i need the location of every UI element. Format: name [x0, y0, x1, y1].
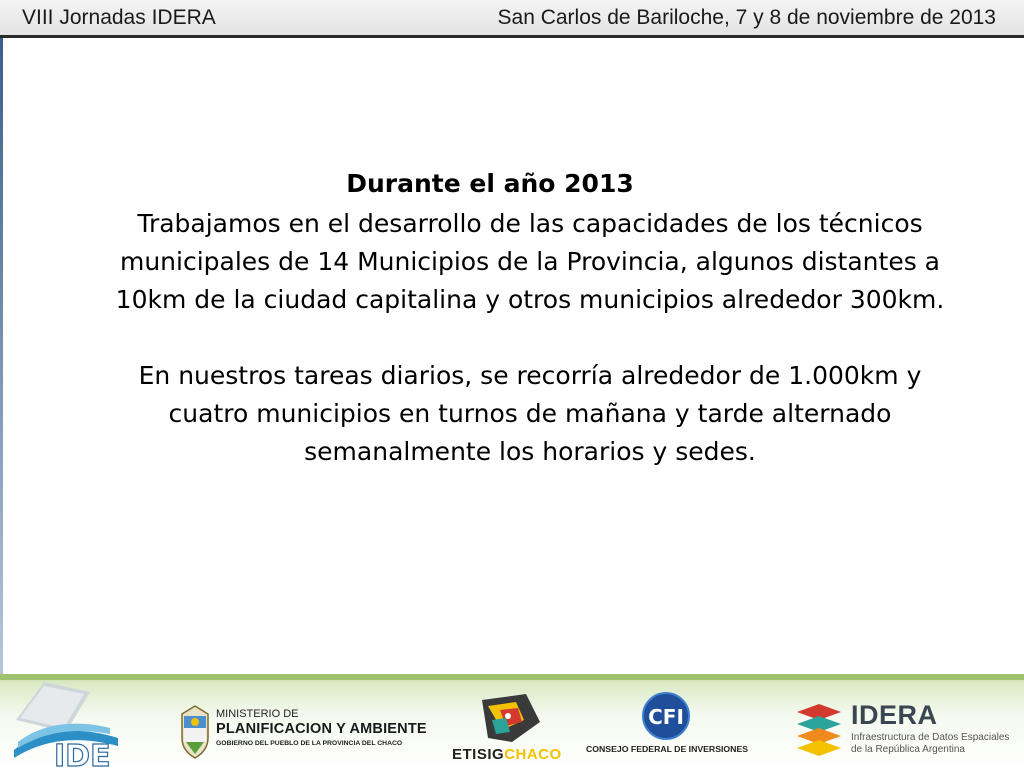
etisigchaco-logo [452, 692, 577, 766]
etisig-map-icon [452, 692, 577, 748]
paragraph-travel: En nuestros tareas diarios, se recorría alrededor de 1.000km y cuatro municipios en turnos de mañana y tarde alternado semanalmente los horarios y sedes. [138, 361, 922, 466]
footer-stripe [0, 674, 1024, 680]
idera-logo [795, 700, 1015, 760]
idera-subtitle-2: de la República Argentina [851, 744, 965, 755]
slide-body [100, 165, 960, 471]
ig-text: IG [487, 746, 505, 763]
slide-header [0, 0, 1024, 38]
svg-text:CFI: CFI [648, 705, 684, 729]
event-place-date: San Carlos de Bariloche, 7 y 8 de noviembre de 2013 [497, 6, 996, 29]
idera-layers-icon [795, 702, 845, 758]
cfi-globe-icon [636, 692, 696, 742]
idera-subtitle-1: Infraestructura de Datos Espaciales [851, 732, 1010, 743]
cfi-logo [584, 692, 749, 762]
ministerio-line2: PLANIFICACION Y AMBIENTE [216, 721, 427, 737]
ide-emblem-icon [10, 680, 125, 768]
ministerio-line1: MINISTERIO DE [216, 708, 299, 720]
idera-wordmark: IDERA [851, 700, 938, 730]
chaco-text: CHACO [504, 746, 562, 763]
svg-text:IDE: IDE [54, 739, 111, 768]
ide-logo [10, 680, 125, 768]
etis-text: ETIS [452, 746, 488, 763]
paragraph-capacities: Trabajamos en el desarrollo de las capacidades de los técnicos municipales de 14 Municipios de la Provincia, algunos distantes a 10km de la ciudad capitalina y otros municipios alrededor 300km. [115, 209, 945, 314]
ministerio-logo [178, 702, 443, 762]
ministerio-line3: GOBIERNO DEL PUEBLO DE LA PROVINCIA DEL CHACO [216, 740, 403, 747]
chaco-shield-icon [178, 704, 212, 760]
event-title: VIII Jornadas IDERA [22, 6, 216, 29]
etisigchaco-wordmark [452, 746, 562, 763]
left-accent-rule [0, 38, 3, 678]
cfi-caption: CONSEJO FEDERAL DE INVERSIONES [586, 744, 749, 754]
slide-heading: Durante el año 2013 [346, 169, 634, 198]
